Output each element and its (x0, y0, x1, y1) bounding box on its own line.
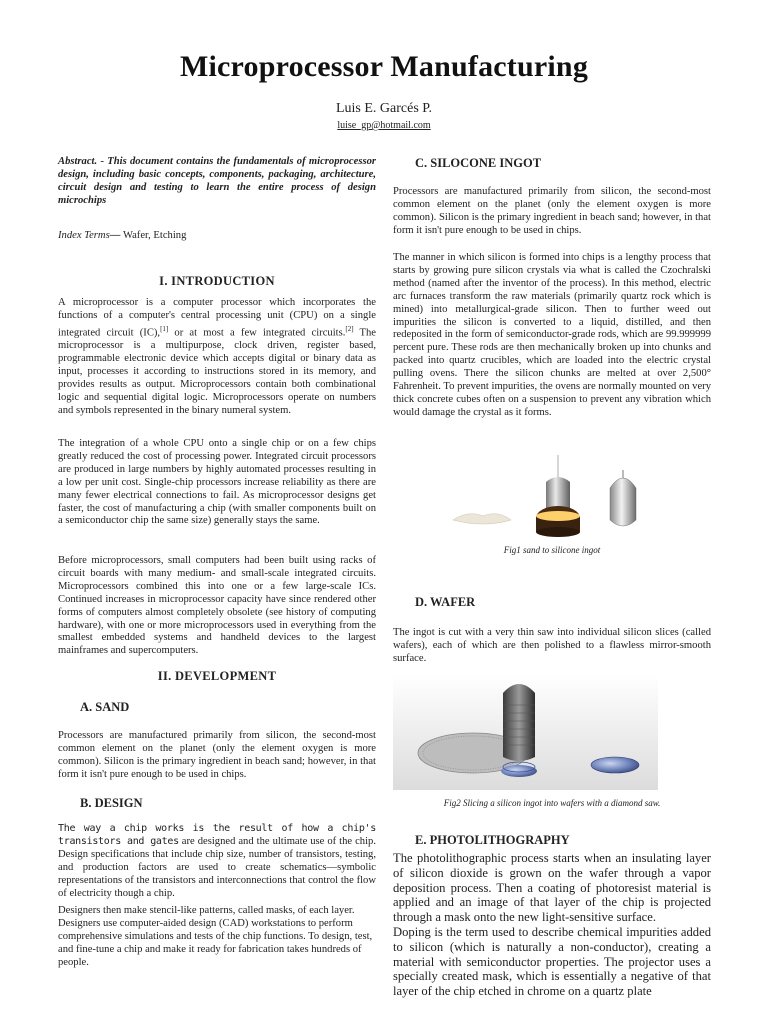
photo-paragraph-1: The photolithographic process starts when an insulating layer of silicon dioxide is grown on the wafer through a vapor deposition process. Then a coating of photoresist material is applied and an image of that layer of the chip is projected through a mask onto the new light-sensitive surface. (393, 851, 711, 925)
abstract-lead: Abstract. (58, 156, 98, 167)
author-name: Luis E. Garcés P. (335, 101, 433, 116)
intro-p1-a: A microprocessor is a computer processor which incorporates the functions of a computer's central processing unit (CPU) on a single integrated circuit (IC), (58, 297, 376, 339)
ingot-paragraph-2: The manner in which silicon is formed into chips is a lengthy process that starts by growing pure silicon crystals via what is called the Czochralski method (named after the inventor of the process). In this method, electric arc furnaces transform the raw materials (primarily quartz rock which is mined) into metallurgical-grade silicon. Then to further weed out impurities the silicon is converted to a liquid, distilled, and then redeposited in the form of semiconductor-grade rods, which are 99.999999 percent pure. These rods are then mechanically broken up into chunks and packed into quartz crucibles, which are loaded into the electric crystal pulling ovens. There the silicon chunks are melted at over 2,500° Fahrenheit. To prevent impurities, the ovens are normally mounted on very thick concrete cubes often on a suspension to prevent any vibration which would damage the crystal as it forms. (393, 252, 711, 418)
intro-paragraph-1 (58, 297, 376, 418)
sand-paragraph: Processors are manufactured primarily from silicon, the second-most common element on the planet (only the element oxygen is more common). Silicon is the primary ingredient in beach sand; however, in that form it isn't pure enough to be used in chips. (58, 730, 376, 780)
page-title: Microprocessor Manufacturing (179, 50, 589, 83)
wafer-paragraph: The ingot is cut with a very thin saw into individual silicon slices (called wafers), each of which are then polished to a flawless mirror-smooth surface. (393, 627, 711, 664)
heading-wafer: D. WAFER (415, 595, 476, 609)
index-terms (58, 230, 376, 243)
index-terms-text: Wafer, Etching (122, 230, 187, 241)
design-paragraph-2: Designers then make stencil-like patterns, called masks, of each layer. Designers use computer-aided design (CAD) workstations to perform comprehensive simulations and tests of the chip functions. To design, test, and fine-tune a chip and make it ready for fabrication takes hundreds of people. (58, 905, 373, 968)
heading-development: II. DEVELOPMENT (157, 669, 277, 683)
sand-ingot-illustration (443, 450, 653, 540)
intro-paragraph-3: Before microprocessors, small computers had been built using racks of circuit boards with many medium- and small-scale integrated circuits. Microprocessors combined this into one or a few large-scale ICs. Continued increases in microprocessor capacity have since rendered other forms of computers almost completely obsolete (see history of computing hardware), with one or more microprocessors used in everything from the smallest embedded systems and handheld devices to the largest mainframes and supercomputers. (58, 555, 376, 657)
heading-photolithography: E. PHOTOLITHOGRAPHY (415, 833, 570, 847)
design-paragraph (58, 823, 376, 900)
heading-introduction: I. INTRODUCTION (159, 274, 275, 288)
intro-p1-c: The microprocessor is a multipurpose, clock driven, register based, programmable electronic device which accepts digital or binary data as input, processes it according to instructions stored in its memory, and provides results as output. Microprocessors contain both combinational logic and sequential digital logic. Microprocessors operate on numbers and symbols represented in the binary numeral system. (58, 327, 376, 416)
figure-2-caption: Fig2 Slicing a silicon ingot into wafers with a diamond saw. (443, 798, 661, 808)
design-lead: The way a chip works is the result of how a chip's transistors and gates (58, 823, 376, 847)
figure-wafer-slicing (393, 675, 658, 790)
ingot-paragraph-1: Processors are manufactured primarily from silicon, the second-most common element on the planet (only the element oxygen is more common). Silicon is the primary ingredient in beach sand; however, in that form it isn't pure enough to be used in chips. (393, 186, 711, 236)
photo-paragraph-2: Doping is the term used to describe chemical impurities added to silicon (which is naturally a non-conductor), creating a material with semiconductor properties. The projector uses a specially created mask, which is essentially a negative of that layer of the chip etched in chrome on a quartz plate (393, 925, 711, 999)
author-email[interactable]: luise_gp@hotmail.com (337, 120, 431, 131)
index-terms-dash: — (109, 230, 123, 241)
wafer-slicing-illustration (393, 675, 658, 790)
ref-1[interactable]: [1] (160, 324, 169, 333)
heading-sand: A. SAND (80, 700, 130, 714)
figure-sand-to-ingot (443, 450, 653, 540)
intro-p1-b: or at most a few integrated circuits. (168, 327, 346, 339)
design-rest: are designed and the ultimate use of the chip. Design specifications that include chip size, number of transistors, testing, and production factors are used to create schematics—symbolic representations of the transistors and interconnections that control the flow of electricity though a chip. (58, 835, 376, 899)
abstract (58, 156, 376, 208)
ref-2[interactable]: [2] (345, 324, 354, 333)
figure-1-caption: Fig1 sand to silicone ingot (503, 545, 601, 555)
heading-design: B. DESIGN (80, 796, 143, 810)
heading-ingot: C. SILOCONE INGOT (415, 156, 542, 170)
abstract-text: - This document contains the fundamentals of microprocessor design, including basic concepts, components, packaging, architecture, circuit design and testing to learn the entire process of design microchips (58, 156, 376, 206)
intro-paragraph-2: The integration of a whole CPU onto a single chip or on a few chips greatly reduced the cost of processing power. Integrated circuit processors are produced in large numbers by highly automated processes resulting in a low per unit cost. Single-chip processors increase reliability as there are many fewer electrical connections to fail. As microprocessor designs get faster, the cost of manufacturing a chip (with smaller components built on a semiconductor chip the same size) generally stays the same. (58, 438, 376, 527)
index-terms-label: Index Terms (58, 230, 110, 241)
